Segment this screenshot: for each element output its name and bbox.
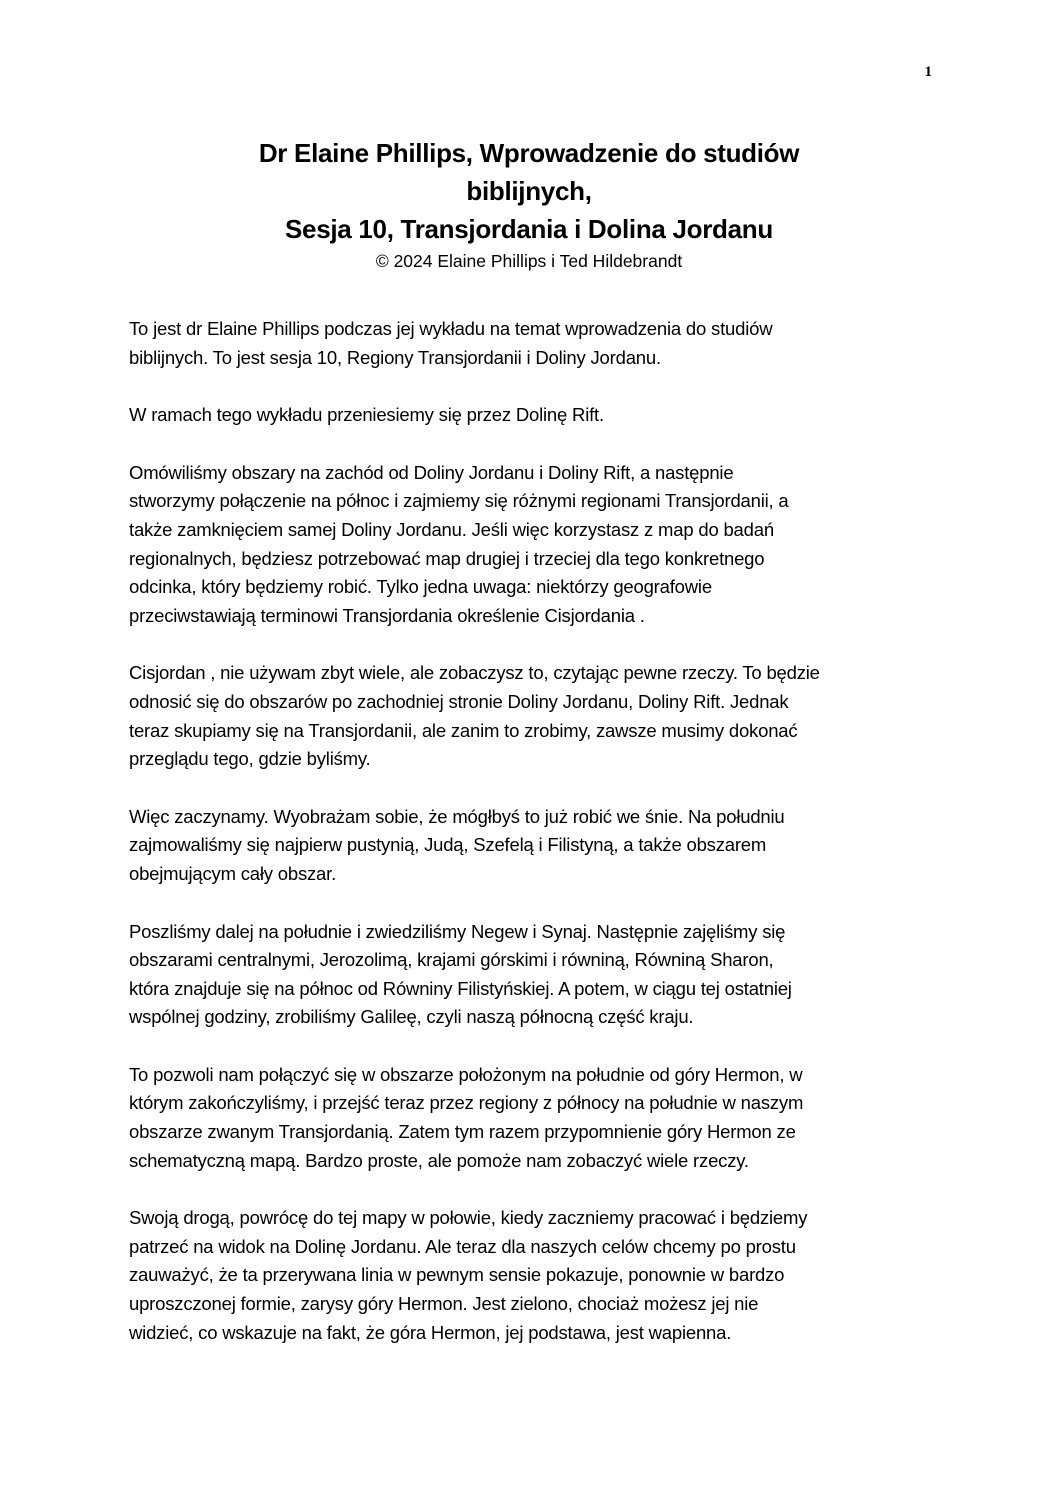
paragraph-line: Poszliśmy dalej na południe i zwiedziliśmy Negew i Synaj. Następnie zajęliśmy się (129, 920, 786, 942)
paragraph-line: którym zakończyliśmy, i przejść teraz przez regiony z północy na południe w naszym (129, 1092, 804, 1114)
paragraph-line: przeciwstawiają terminowi Transjordania określenie Cisjordania . (129, 604, 645, 626)
paragraph-line: W ramach tego wykładu przeniesiemy się przez Dolinę Rift. (129, 404, 604, 426)
paragraph-line: odnosić się do obszarów po zachodniej stronie Doliny Jordanu, Doliny Rift. Jednak (129, 690, 789, 712)
paragraph-line: zajmowaliśmy się najpierw pustynią, Judą, Szefelą i Filistyną, a także obszarem (129, 834, 767, 856)
paragraph-6 (129, 918, 941, 1032)
paragraph-line: Więc zaczynamy. Wyobrażam sobie, że mógłbyś to już robić we śnie. Na południu (129, 805, 785, 827)
paragraph-line: regionalnych, będziesz potrzebować map drugiej i trzeciej dla tego konkretnego (129, 547, 765, 569)
paragraph-4 (129, 659, 941, 773)
paragraph-line: obszarami centralnymi, Jerozolimą, krajami górskimi i równiną, Równiną Sharon, (129, 949, 774, 971)
paragraph-line: także zamknięciem samej Doliny Jordanu. Jeśli więc korzystasz z map do badań (129, 518, 774, 540)
paragraph-1 (129, 315, 941, 372)
paragraph-3 (129, 459, 941, 631)
paragraph-7 (129, 1061, 941, 1175)
paragraph-line: stworzymy połączenie na północ i zajmiemy się różnymi regionami Transjordanii, a (129, 490, 789, 512)
paragraph-line: wspólnej godziny, zrobiliśmy Galileę, czyli naszą północną część kraju. (129, 1006, 694, 1028)
paragraph-line: obszarze zwanym Transjordanią. Zatem tym razem przypomnienie góry Hermon ze (129, 1121, 796, 1143)
paragraph-line: schematyczną mapą. Bardzo proste, ale pomoże nam zobaczyć wiele rzeczy. (129, 1149, 749, 1171)
paragraph-line: przeglądu tego, gdzie byliśmy. (129, 748, 371, 770)
paragraph-line: obejmującym cały obszar. (129, 862, 337, 884)
paragraph-line: Swoją drogą, powrócę do tej mapy w połowie, kiedy zaczniemy pracować i będziemy (129, 1207, 808, 1229)
paragraph-line: teraz skupiamy się na Transjordanii, ale zanim to zrobimy, zawsze musimy dokonać (129, 719, 798, 741)
paragraph-line: która znajduje się na północ od Równiny Filistyńskiej. A potem, w ciągu tej ostatniej (129, 977, 792, 999)
paragraph-line: patrzeć na widok na Dolinę Jordanu. Ale teraz dla naszych celów chcemy po prostu (129, 1235, 796, 1257)
document-title (100, 134, 958, 274)
paragraph-line: Omówiliśmy obszary na zachód od Doliny Jordanu i Doliny Rift, a następnie (129, 461, 734, 483)
title-line-3: Sesja 10, Transjordania i Dolina Jordanu (285, 214, 773, 244)
page-number: 1 (924, 64, 932, 80)
copyright-notice: © 2024 Elaine Phillips i Ted Hildebrandt (375, 251, 683, 271)
paragraph-line: widzieć, co wskazuje na fakt, że góra Hermon, jej podstawa, jest wapienna. (129, 1321, 732, 1343)
paragraph-line: To pozwoli nam połączyć się w obszarze położonym na południe od góry Hermon, w (129, 1063, 803, 1085)
title-line-2: biblijnych, (466, 176, 592, 206)
paragraph-2 (129, 401, 941, 430)
paragraph-line: zauważyć, że ta przerywana linia w pewnym sensie pokazuje, ponownie w bardzo (129, 1264, 785, 1286)
paragraph-line: odcinka, który będziemy robić. Tylko jedna uwaga: niektórzy geografowie (129, 576, 712, 598)
title-line-1: Dr Elaine Phillips, Wprowadzenie do studiów (258, 138, 800, 168)
paragraph-line: Cisjordan , nie używam zbyt wiele, ale zobaczysz to, czytając pewne rzeczy. To będzie (129, 662, 820, 684)
document-body (129, 315, 941, 1376)
paragraph-line: To jest dr Elaine Phillips podczas jej wykładu na temat wprowadzenia do studiów (129, 318, 773, 339)
paragraph-5 (129, 803, 941, 889)
paragraph-line: biblijnych. To jest sesja 10, Regiony Transjordanii i Doliny Jordanu. (129, 346, 661, 368)
paragraph-line: uproszczonej formie, zarysy góry Hermon. Jest zielono, chociaż możesz jej nie (129, 1293, 759, 1315)
paragraph-8 (129, 1204, 941, 1347)
